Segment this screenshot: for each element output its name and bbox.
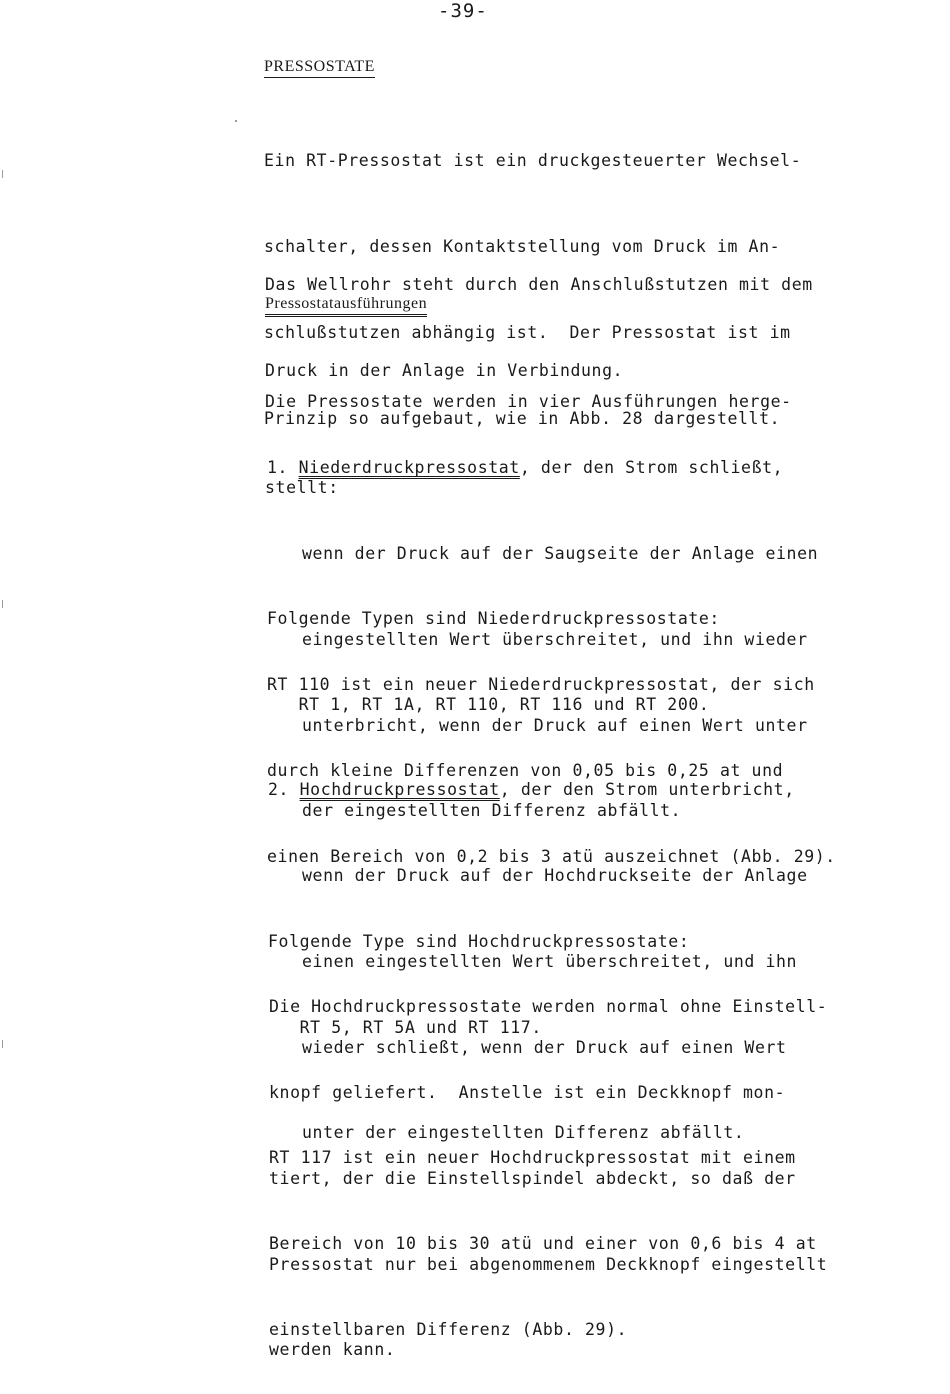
text-line: Druck in der Anlage in Verbindung. xyxy=(265,360,624,380)
text-line: Bereich von 10 bis 30 atü und einer von 0,6 bis 4 at xyxy=(269,1233,817,1253)
text-line: durch kleine Differenzen von 0,05 bis 0,25 at und xyxy=(267,760,784,780)
scan-mark xyxy=(2,600,3,608)
text-line: knopf geliefert. Anstelle ist ein Deckknopf mon- xyxy=(269,1082,786,1102)
text-line: Pressostat nur bei abgenommenem Deckknopf eingestellt xyxy=(269,1254,828,1274)
text-line: stellt: xyxy=(265,477,339,497)
text-fragment: , der den Strom unterbricht, xyxy=(499,780,795,800)
text-line: RT 5, RT 5A und RT 117. xyxy=(268,1017,542,1037)
scan-mark xyxy=(2,170,3,178)
text-line: Die Hochdruckpressostate werden normal ohne Einstell- xyxy=(269,997,828,1017)
text-line: schalter, dessen Kontaktstellung vom Druck im An- xyxy=(264,236,781,256)
term-high-pressure: Hochdruckpressostat xyxy=(299,780,500,800)
text-line: einen eingestellten Wert überschreitet, und ihn xyxy=(302,951,798,971)
text-line: Ein RT-Pressostat ist ein druckgesteuerter Wechsel- xyxy=(264,151,802,171)
scan-mark xyxy=(2,1040,3,1048)
rt117-paragraph xyxy=(269,1087,949,1373)
text-line: wieder schließt, wenn der Druck auf einen Wert xyxy=(302,1037,787,1057)
list-item-first-line xyxy=(268,776,948,805)
text-line: einen Bereich von 0,2 bis 3 atü auszeichnet (Abb. 29). xyxy=(267,846,836,866)
text-line: RT 110 ist ein neuer Niederdruckpressostat, der sich xyxy=(267,675,815,695)
text-line: unter der eingestellten Differenz abfällt. xyxy=(302,1123,745,1143)
scan-mark xyxy=(235,120,237,122)
text-line: tiert, der die Einstellspindel abdeckt, so daß der xyxy=(269,1168,796,1188)
list-number: 2. xyxy=(268,780,290,800)
text-line: der eingestellten Differenz abfällt. xyxy=(302,801,682,821)
text-line: werden kann. xyxy=(269,1340,396,1360)
term-low-pressure: Niederdruckpressostat xyxy=(298,458,520,478)
text-line: Folgende Typen sind Niederdruckpressostate: xyxy=(267,609,720,629)
list-number: 1. xyxy=(267,458,289,478)
text-line: unterbricht, wenn der Druck auf einen Wert unter xyxy=(302,715,808,735)
text-line: RT 117 ist ein neuer Hochdruckpressostat mit einem xyxy=(269,1148,796,1168)
text-line: Die Pressostate werden in vier Ausführungen herge- xyxy=(265,392,792,412)
text-line: Prinzip so aufgebaut, wie in Abb. 28 dargestellt. xyxy=(264,408,781,428)
list-item-first-line xyxy=(267,454,947,483)
text-line: einstellbaren Differenz (Abb. 29). xyxy=(269,1319,628,1339)
section-heading-pressostate: PRESSOSTATE xyxy=(264,58,375,78)
text-line: schlußstutzen abhängig ist. Der Pressostat ist im xyxy=(264,322,791,342)
text-line: Folgende Type sind Hochdruckpressostate: xyxy=(268,932,690,952)
section-heading-versions: Pressostatausführungen xyxy=(265,295,427,317)
text-line: RT 1, RT 1A, RT 110, RT 116 und RT 200. xyxy=(267,694,710,714)
text-line: wenn der Druck auf der Saugseite der Anlage einen xyxy=(302,543,819,563)
text-fragment: , der den Strom schließt, xyxy=(519,458,784,478)
text-line: Das Wellrohr steht durch den Anschlußstutzen mit dem xyxy=(265,275,813,295)
text-line: wenn der Druck auf der Hochdruckseite der Anlage xyxy=(302,865,808,885)
page-number: -39- xyxy=(438,0,488,22)
text-line: eingestellten Wert überschreitet, und ihn wieder xyxy=(302,629,808,649)
